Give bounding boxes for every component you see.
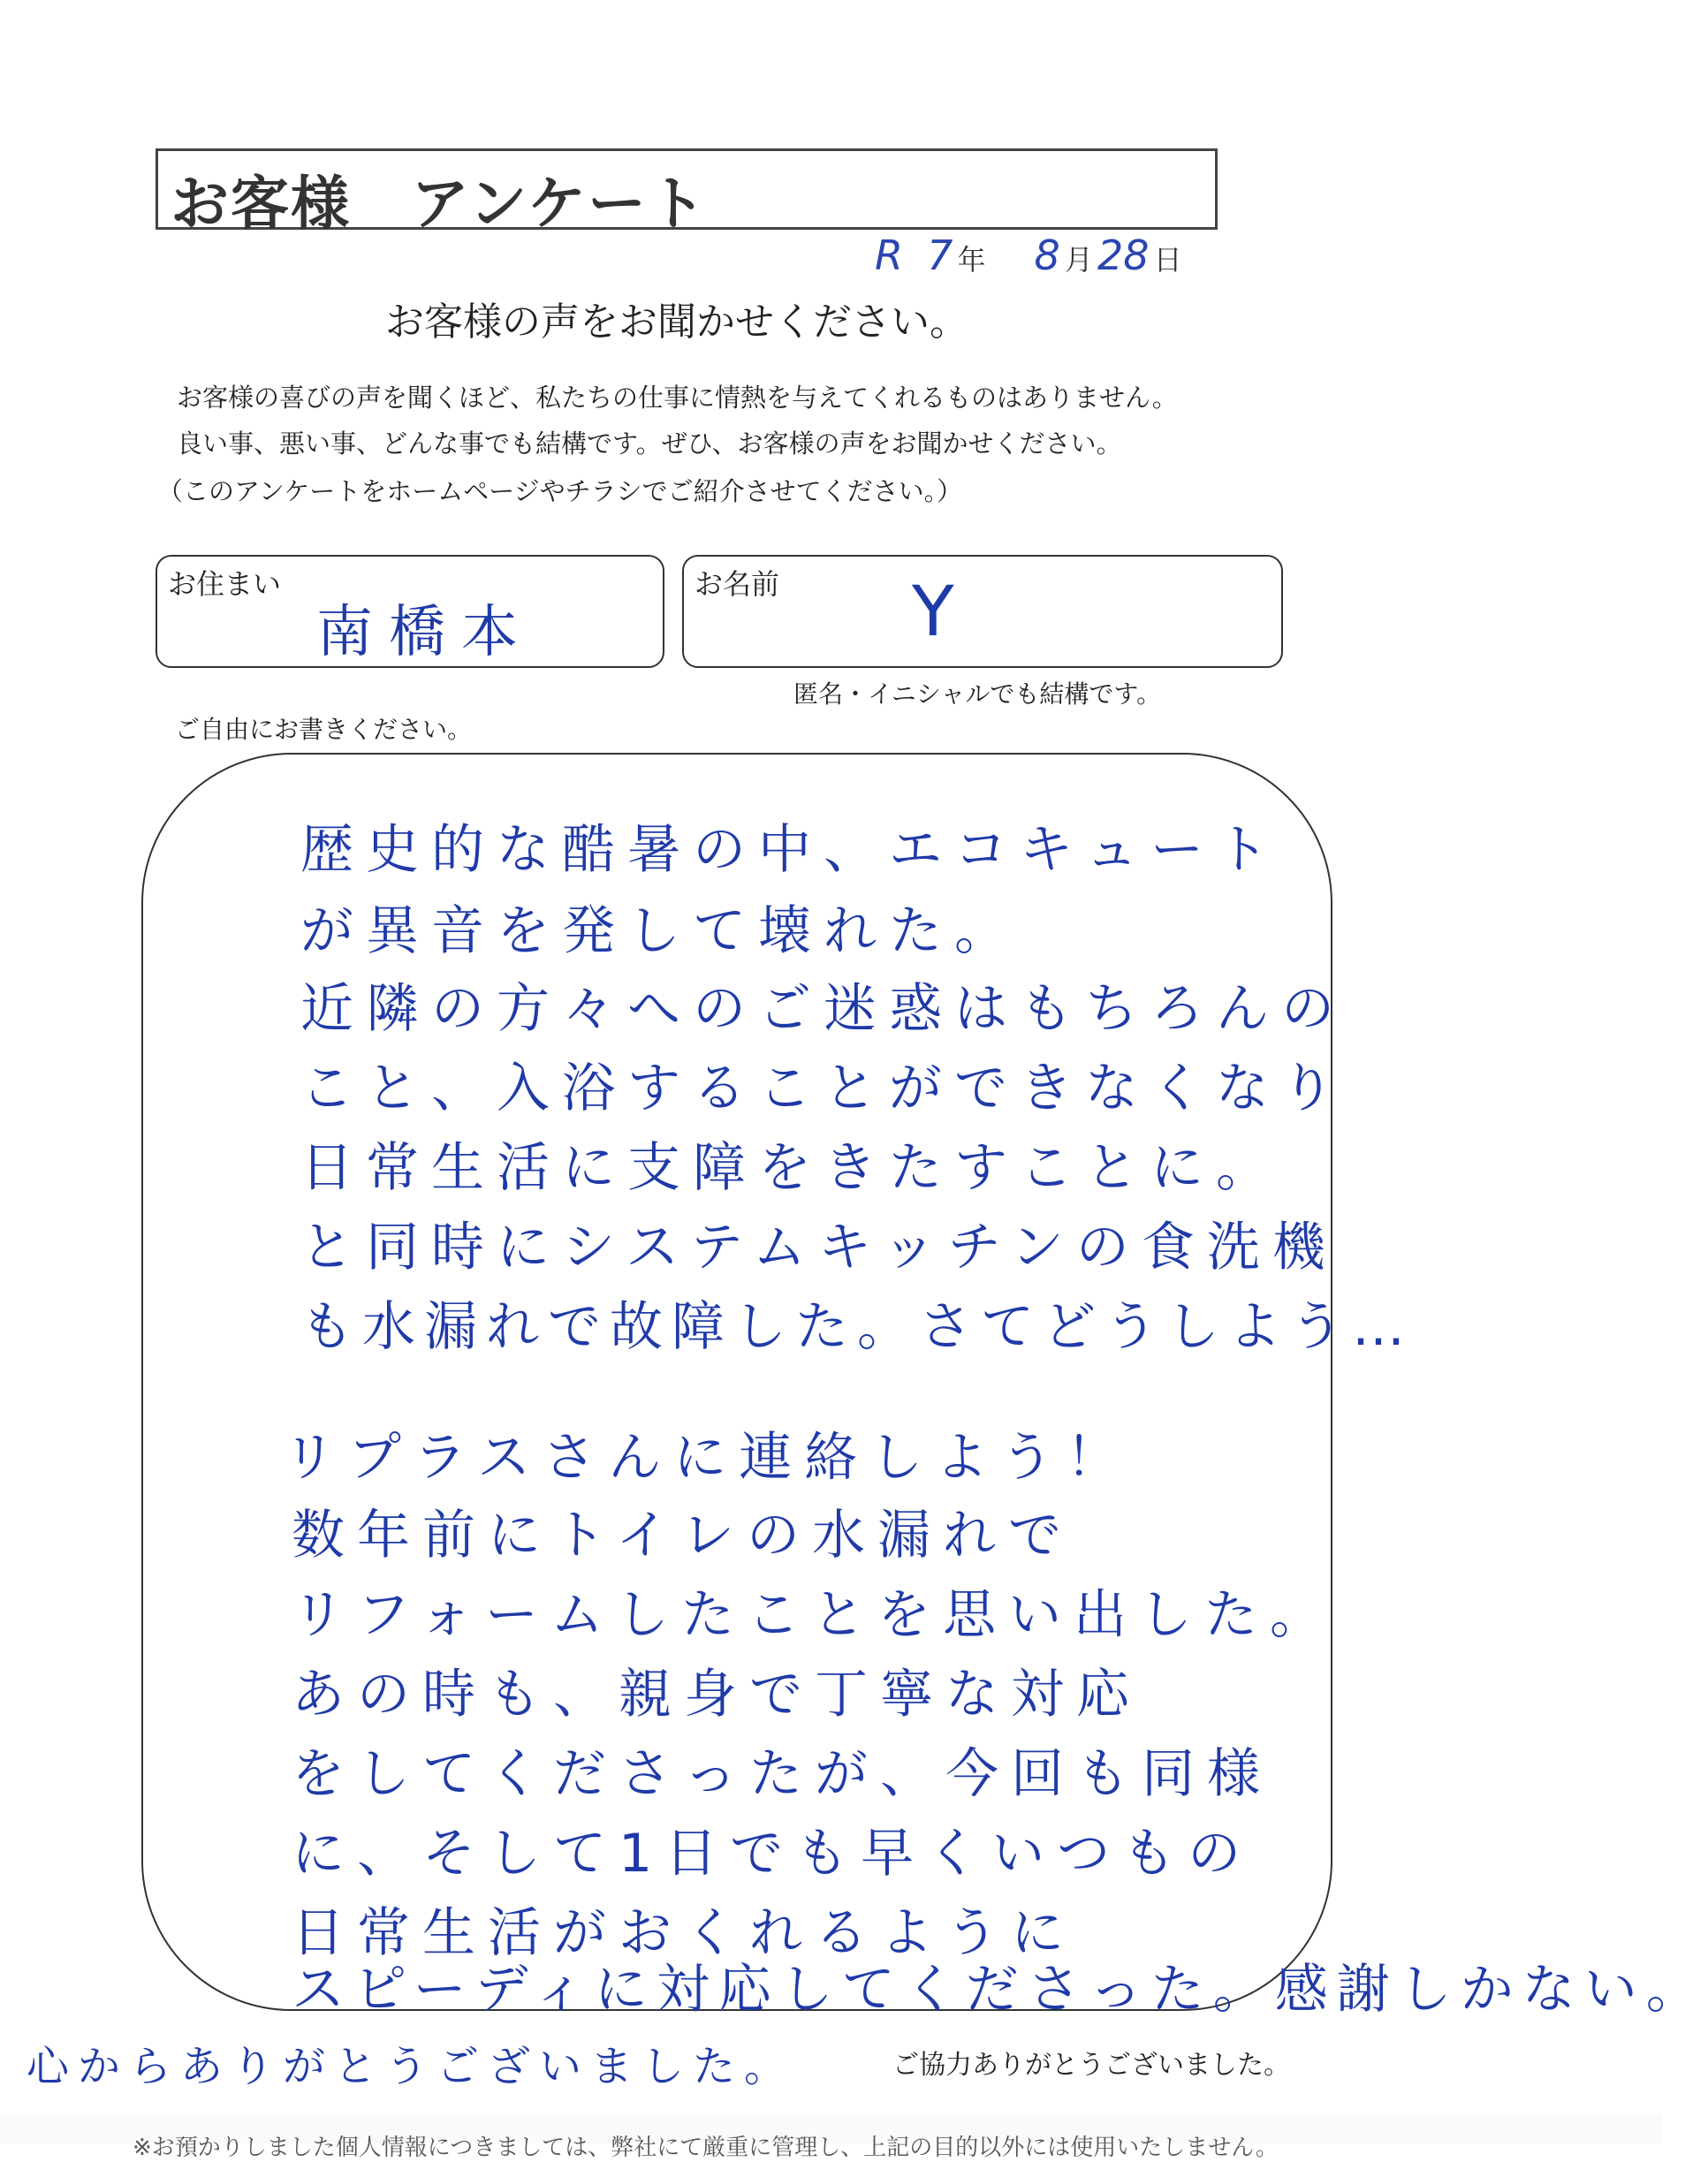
- footer-cut: [0, 2113, 1662, 2161]
- comment-line: こと、入浴することができなくなり: [300, 1058, 1347, 1119]
- comment-line: リプラスさんに連絡しよう！: [283, 1427, 1132, 1489]
- comment-line: 近隣の方々へのご迷惑はもちろんの: [300, 978, 1347, 1040]
- comment-line: あの時も、親身で丁寧な対応: [292, 1664, 1142, 1726]
- address-field[interactable]: [156, 555, 664, 668]
- date-row: [875, 231, 1182, 293]
- anonymous-note: 匿名・イニシャルでも結構です。: [793, 679, 1162, 709]
- thanks-message: ご協力ありがとうございました。: [892, 2050, 1290, 2081]
- date-month: 8: [1034, 231, 1060, 279]
- comment-line: スピーディに対応してくださった。感謝しかない。: [292, 1959, 1708, 2021]
- intro-line-3: （このアンケートをホームページやチラシでご紹介させてください。）: [157, 476, 963, 506]
- comment-line: が異音を発して壊れた。: [300, 900, 1020, 962]
- comment-line: に、そして1日でも早くいつもの: [292, 1823, 1254, 1885]
- comment-line: リフォームしたことを思い出した。: [292, 1584, 1335, 1646]
- comment-line: 数年前にトイレの水漏れで: [292, 1505, 1074, 1567]
- comment-line: 日常生活に支障をきたすことに。: [300, 1137, 1281, 1199]
- closing-handwritten: 心からありがとうございました。: [27, 2042, 796, 2091]
- date-year: 7: [927, 231, 953, 279]
- address-label: お住まい: [168, 567, 282, 601]
- comment-line: 歴史的な酷暑の中、エコキュート: [300, 819, 1281, 881]
- free-comment-label: ご自由にお書きください。: [175, 715, 473, 744]
- date-day-label: 日: [1153, 243, 1182, 277]
- name-field[interactable]: [682, 555, 1283, 668]
- comment-line: も水漏れで故障した。さてどうしよう…: [300, 1296, 1414, 1358]
- intro-line-2: 良い事、悪い事、どんな事でも結構です。ぜひ、お客様の声をお聞かせください。: [177, 429, 1122, 459]
- footer-note: ※お預かりしました個人情報につきましては、弊社にて厳重に管理し、上記の目的以外には使用いたしません。: [133, 2135, 1279, 2161]
- comment-line: 日常生活がおくれるように: [292, 1902, 1076, 1964]
- date-year-label: 年: [957, 243, 986, 277]
- name-value: Y: [912, 573, 954, 652]
- survey-title: お客様 アンケート: [171, 170, 709, 238]
- date-era: R: [875, 231, 903, 279]
- date-day: 28: [1097, 231, 1150, 279]
- address-value: 南橋本: [316, 600, 534, 665]
- page-heading: お客様の声をお聞かせください。: [385, 300, 968, 345]
- date-month-label: 月: [1064, 243, 1093, 277]
- name-label: お名前: [695, 567, 780, 601]
- intro-line-1: お客様の喜びの声を聞くほど、私たちの仕事に情熱を与えてくれるものはありません。: [177, 383, 1178, 413]
- comment-line: をしてくださったが、今回も同様: [292, 1743, 1272, 1805]
- comment-line: と同時にシステムキッチンの食洗機: [300, 1217, 1338, 1278]
- survey-title-box: [156, 148, 1218, 238]
